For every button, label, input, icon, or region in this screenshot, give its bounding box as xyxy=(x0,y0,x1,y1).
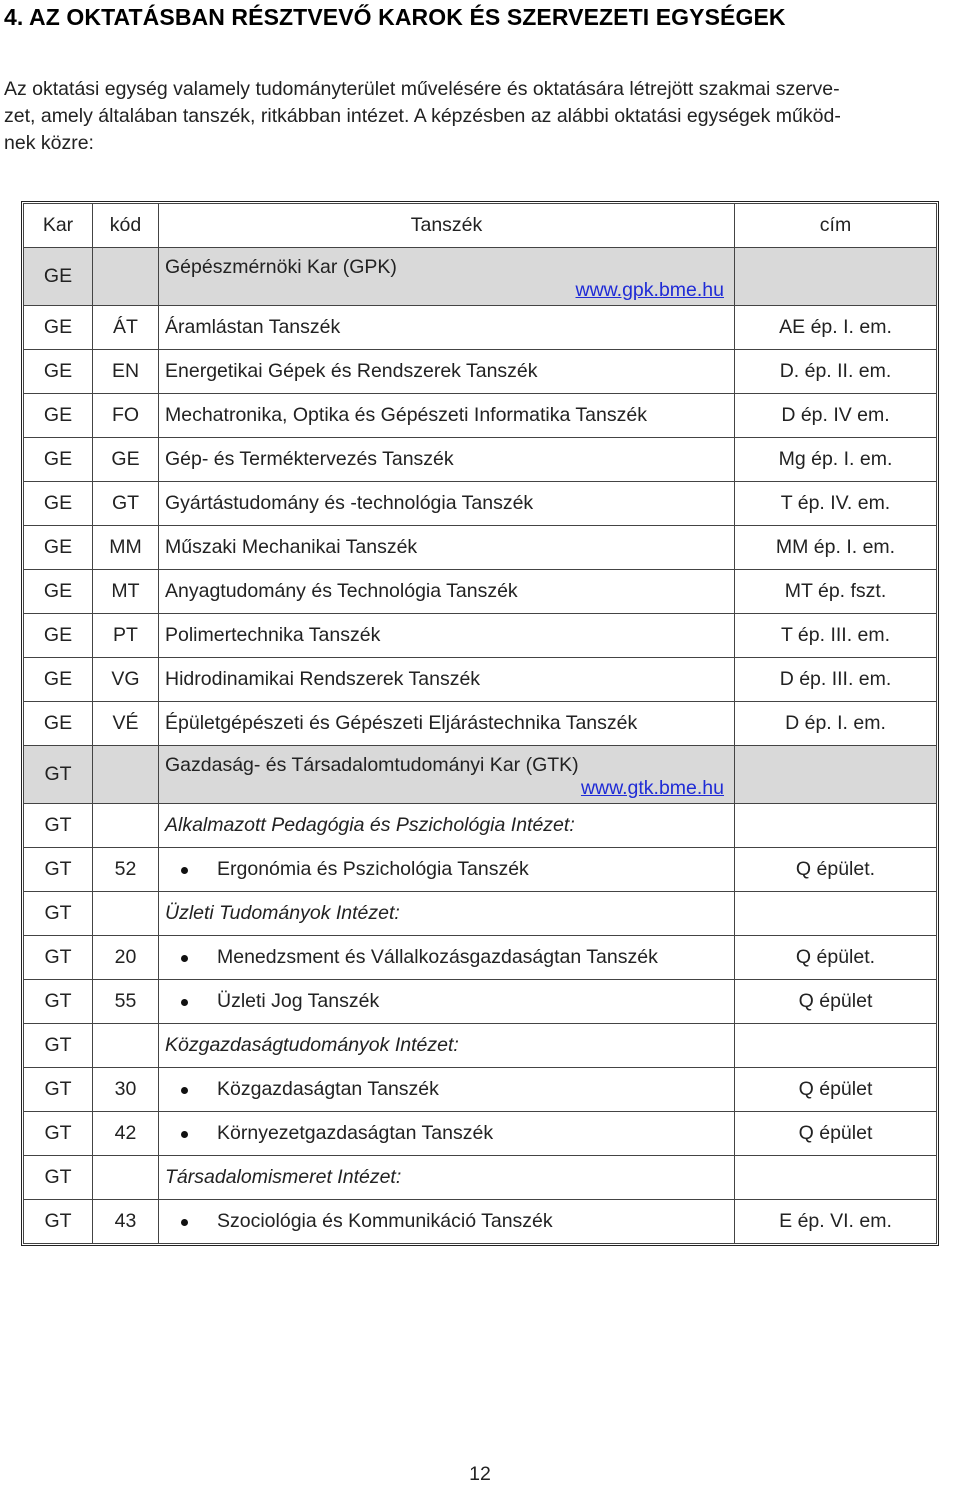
row-kod: PT xyxy=(93,614,159,658)
row-tanszek-cell xyxy=(159,1112,735,1156)
row-tanszek: Műszaki Mechanikai Tanszék xyxy=(159,526,735,570)
row-institute: Társadalomismeret Intézet: xyxy=(159,1156,735,1200)
row-kar: GE xyxy=(24,350,93,394)
row-tanszek: Ergonómia és Pszichológia Tanszék xyxy=(217,858,529,880)
row-tanszek-cell xyxy=(159,936,735,980)
row-institute: Üzleti Tudományok Intézet: xyxy=(159,892,735,936)
row-tanszek: Épületgépészeti és Gépészeti Eljárástechnika Tanszék xyxy=(159,702,735,746)
row-cim: MM ép. I. em. xyxy=(735,526,937,570)
row-kar: GT xyxy=(24,1156,93,1200)
row-cim: AE ép. I. em. xyxy=(735,306,937,350)
page-number: 12 xyxy=(469,1463,491,1485)
row-kod: MT xyxy=(93,570,159,614)
units-table xyxy=(23,203,937,1244)
row-tanszek-cell xyxy=(159,1200,735,1244)
table-row xyxy=(24,570,937,614)
row-cim: Q épület xyxy=(735,980,937,1024)
header-cim: cím xyxy=(735,204,937,248)
row-kar: GT xyxy=(24,980,93,1024)
row-kod: 43 xyxy=(93,1200,159,1244)
row-cim xyxy=(735,892,937,936)
row-kar: GE xyxy=(24,526,93,570)
row-institute: Közgazdaságtudományok Intézet: xyxy=(159,1024,735,1068)
faculty-row-gpk xyxy=(24,248,937,306)
row-kod: VG xyxy=(93,658,159,702)
row-kar: GT xyxy=(24,936,93,980)
row-cim: T ép. III. em. xyxy=(735,614,937,658)
row-cim xyxy=(735,804,937,848)
table-row xyxy=(24,804,937,848)
row-kod: GE xyxy=(93,438,159,482)
row-cim: D ép. IV em. xyxy=(735,394,937,438)
row-cim: D ép. III. em. xyxy=(735,658,937,702)
row-kar: GT xyxy=(24,1112,93,1156)
table-row xyxy=(24,1112,937,1156)
row-kar: GE xyxy=(24,306,93,350)
faculty-kar: GE xyxy=(24,248,93,306)
table-row xyxy=(24,614,937,658)
faculty-name: Gépészmérnöki Kar (GPK) xyxy=(165,255,397,278)
faculty-cim xyxy=(735,248,937,306)
row-kar: GT xyxy=(24,1068,93,1112)
table-row xyxy=(24,1024,937,1068)
row-kod: FO xyxy=(93,394,159,438)
row-kod xyxy=(93,1024,159,1068)
table-row xyxy=(24,892,937,936)
row-kar: GE xyxy=(24,394,93,438)
row-tanszek: Polimertechnika Tanszék xyxy=(159,614,735,658)
row-kod: 20 xyxy=(93,936,159,980)
intro-line: Az oktatási egység valamely tudományterület művelésére és oktatására létrejött szakmai szerve- xyxy=(4,78,840,100)
row-tanszek: Szociológia és Kommunikáció Tanszék xyxy=(217,1210,553,1232)
row-cim: Q épület xyxy=(735,1068,937,1112)
row-tanszek: Gép- és Terméktervezés Tanszék xyxy=(159,438,735,482)
row-tanszek: Energetikai Gépek és Rendszerek Tanszék xyxy=(159,350,735,394)
table-row xyxy=(24,1068,937,1112)
row-tanszek: Mechatronika, Optika és Gépészeti Informatika Tanszék xyxy=(159,394,735,438)
row-kod xyxy=(93,1156,159,1200)
bullet-icon xyxy=(181,867,188,874)
table-row xyxy=(24,702,937,746)
intro-line: zet, amely általában tanszék, ritkábban intézet. A képzésben az alábbi oktatási egységek működ- xyxy=(4,105,841,127)
faculty-kod xyxy=(93,746,159,804)
row-kod: MM xyxy=(93,526,159,570)
row-cim: Mg ép. I. em. xyxy=(735,438,937,482)
row-kod: 30 xyxy=(93,1068,159,1112)
row-kod: 55 xyxy=(93,980,159,1024)
faculty-website-link[interactable]: www.gtk.bme.hu xyxy=(580,776,724,799)
row-cim: Q épület. xyxy=(735,936,937,980)
table-row xyxy=(24,482,937,526)
row-kod xyxy=(93,892,159,936)
row-kar: GE xyxy=(24,570,93,614)
table-row xyxy=(24,1156,937,1200)
faculty-kar: GT xyxy=(24,746,93,804)
row-kod: 42 xyxy=(93,1112,159,1156)
row-tanszek-cell xyxy=(159,980,735,1024)
row-kar: GT xyxy=(24,1024,93,1068)
units-table-frame xyxy=(21,201,939,1246)
table-row xyxy=(24,526,937,570)
row-kar: GT xyxy=(24,892,93,936)
table-row xyxy=(24,848,937,892)
row-tanszek-cell xyxy=(159,1068,735,1112)
intro-paragraph xyxy=(4,76,952,157)
table-row xyxy=(24,350,937,394)
row-cim: E ép. VI. em. xyxy=(735,1200,937,1244)
faculty-row-gtk xyxy=(24,746,937,804)
row-tanszek: Áramlástan Tanszék xyxy=(159,306,735,350)
row-institute: Alkalmazott Pedagógia és Pszichológia Intézet: xyxy=(159,804,735,848)
row-tanszek: Hidrodinamikai Rendszerek Tanszék xyxy=(159,658,735,702)
table-row xyxy=(24,1200,937,1244)
row-tanszek: Üzleti Jog Tanszék xyxy=(217,990,380,1012)
row-tanszek: Környezetgazdaságtan Tanszék xyxy=(217,1122,494,1144)
table-row xyxy=(24,306,937,350)
row-kar: GT xyxy=(24,804,93,848)
row-cim: T ép. IV. em. xyxy=(735,482,937,526)
row-kar: GT xyxy=(24,848,93,892)
row-tanszek: Közgazdaságtan Tanszék xyxy=(217,1078,439,1100)
table-row xyxy=(24,980,937,1024)
row-cim: D. ép. II. em. xyxy=(735,350,937,394)
row-cim: Q épület. xyxy=(735,848,937,892)
table-header-row xyxy=(24,204,937,248)
faculty-name: Gazdaság- és Társadalomtudományi Kar (GTK) xyxy=(165,753,579,776)
intro-line: nek közre: xyxy=(4,132,94,154)
row-kar: GE xyxy=(24,614,93,658)
row-kod: 52 xyxy=(93,848,159,892)
bullet-icon xyxy=(181,1087,188,1094)
bullet-icon xyxy=(181,1131,188,1138)
row-kar: GE xyxy=(24,438,93,482)
row-cim: MT ép. fszt. xyxy=(735,570,937,614)
row-kar: GE xyxy=(24,482,93,526)
row-kar: GT xyxy=(24,1200,93,1244)
row-kod xyxy=(93,804,159,848)
row-kod: EN xyxy=(93,350,159,394)
header-kod: kód xyxy=(93,204,159,248)
row-kod: VÉ xyxy=(93,702,159,746)
table-row xyxy=(24,394,937,438)
row-kod: ÁT xyxy=(93,306,159,350)
header-kar: Kar xyxy=(24,204,93,248)
faculty-cim xyxy=(735,746,937,804)
faculty-cell xyxy=(159,248,735,306)
row-tanszek-cell xyxy=(159,848,735,892)
table-row xyxy=(24,936,937,980)
row-cim: D ép. I. em. xyxy=(735,702,937,746)
bullet-icon xyxy=(181,955,188,962)
table-row xyxy=(24,438,937,482)
bullet-icon xyxy=(181,999,188,1006)
row-tanszek: Anyagtudomány és Technológia Tanszék xyxy=(159,570,735,614)
section-heading: 4. AZ OKTATÁSBAN RÉSZTVEVŐ KAROK ÉS SZERVEZETI EGYSÉGEK xyxy=(4,4,786,30)
faculty-website-link[interactable]: www.gpk.bme.hu xyxy=(575,278,724,301)
row-cim xyxy=(735,1156,937,1200)
row-tanszek: Gyártástudomány és -technológia Tanszék xyxy=(159,482,735,526)
faculty-cell xyxy=(159,746,735,804)
row-tanszek: Menedzsment és Vállalkozásgazdaságtan Tanszék xyxy=(217,946,658,968)
header-tanszek: Tanszék xyxy=(159,204,735,248)
row-kod: GT xyxy=(93,482,159,526)
row-kar: GE xyxy=(24,702,93,746)
row-cim xyxy=(735,1024,937,1068)
row-kar: GE xyxy=(24,658,93,702)
table-row xyxy=(24,658,937,702)
faculty-kod xyxy=(93,248,159,306)
row-cim: Q épület xyxy=(735,1112,937,1156)
bullet-icon xyxy=(181,1219,188,1226)
